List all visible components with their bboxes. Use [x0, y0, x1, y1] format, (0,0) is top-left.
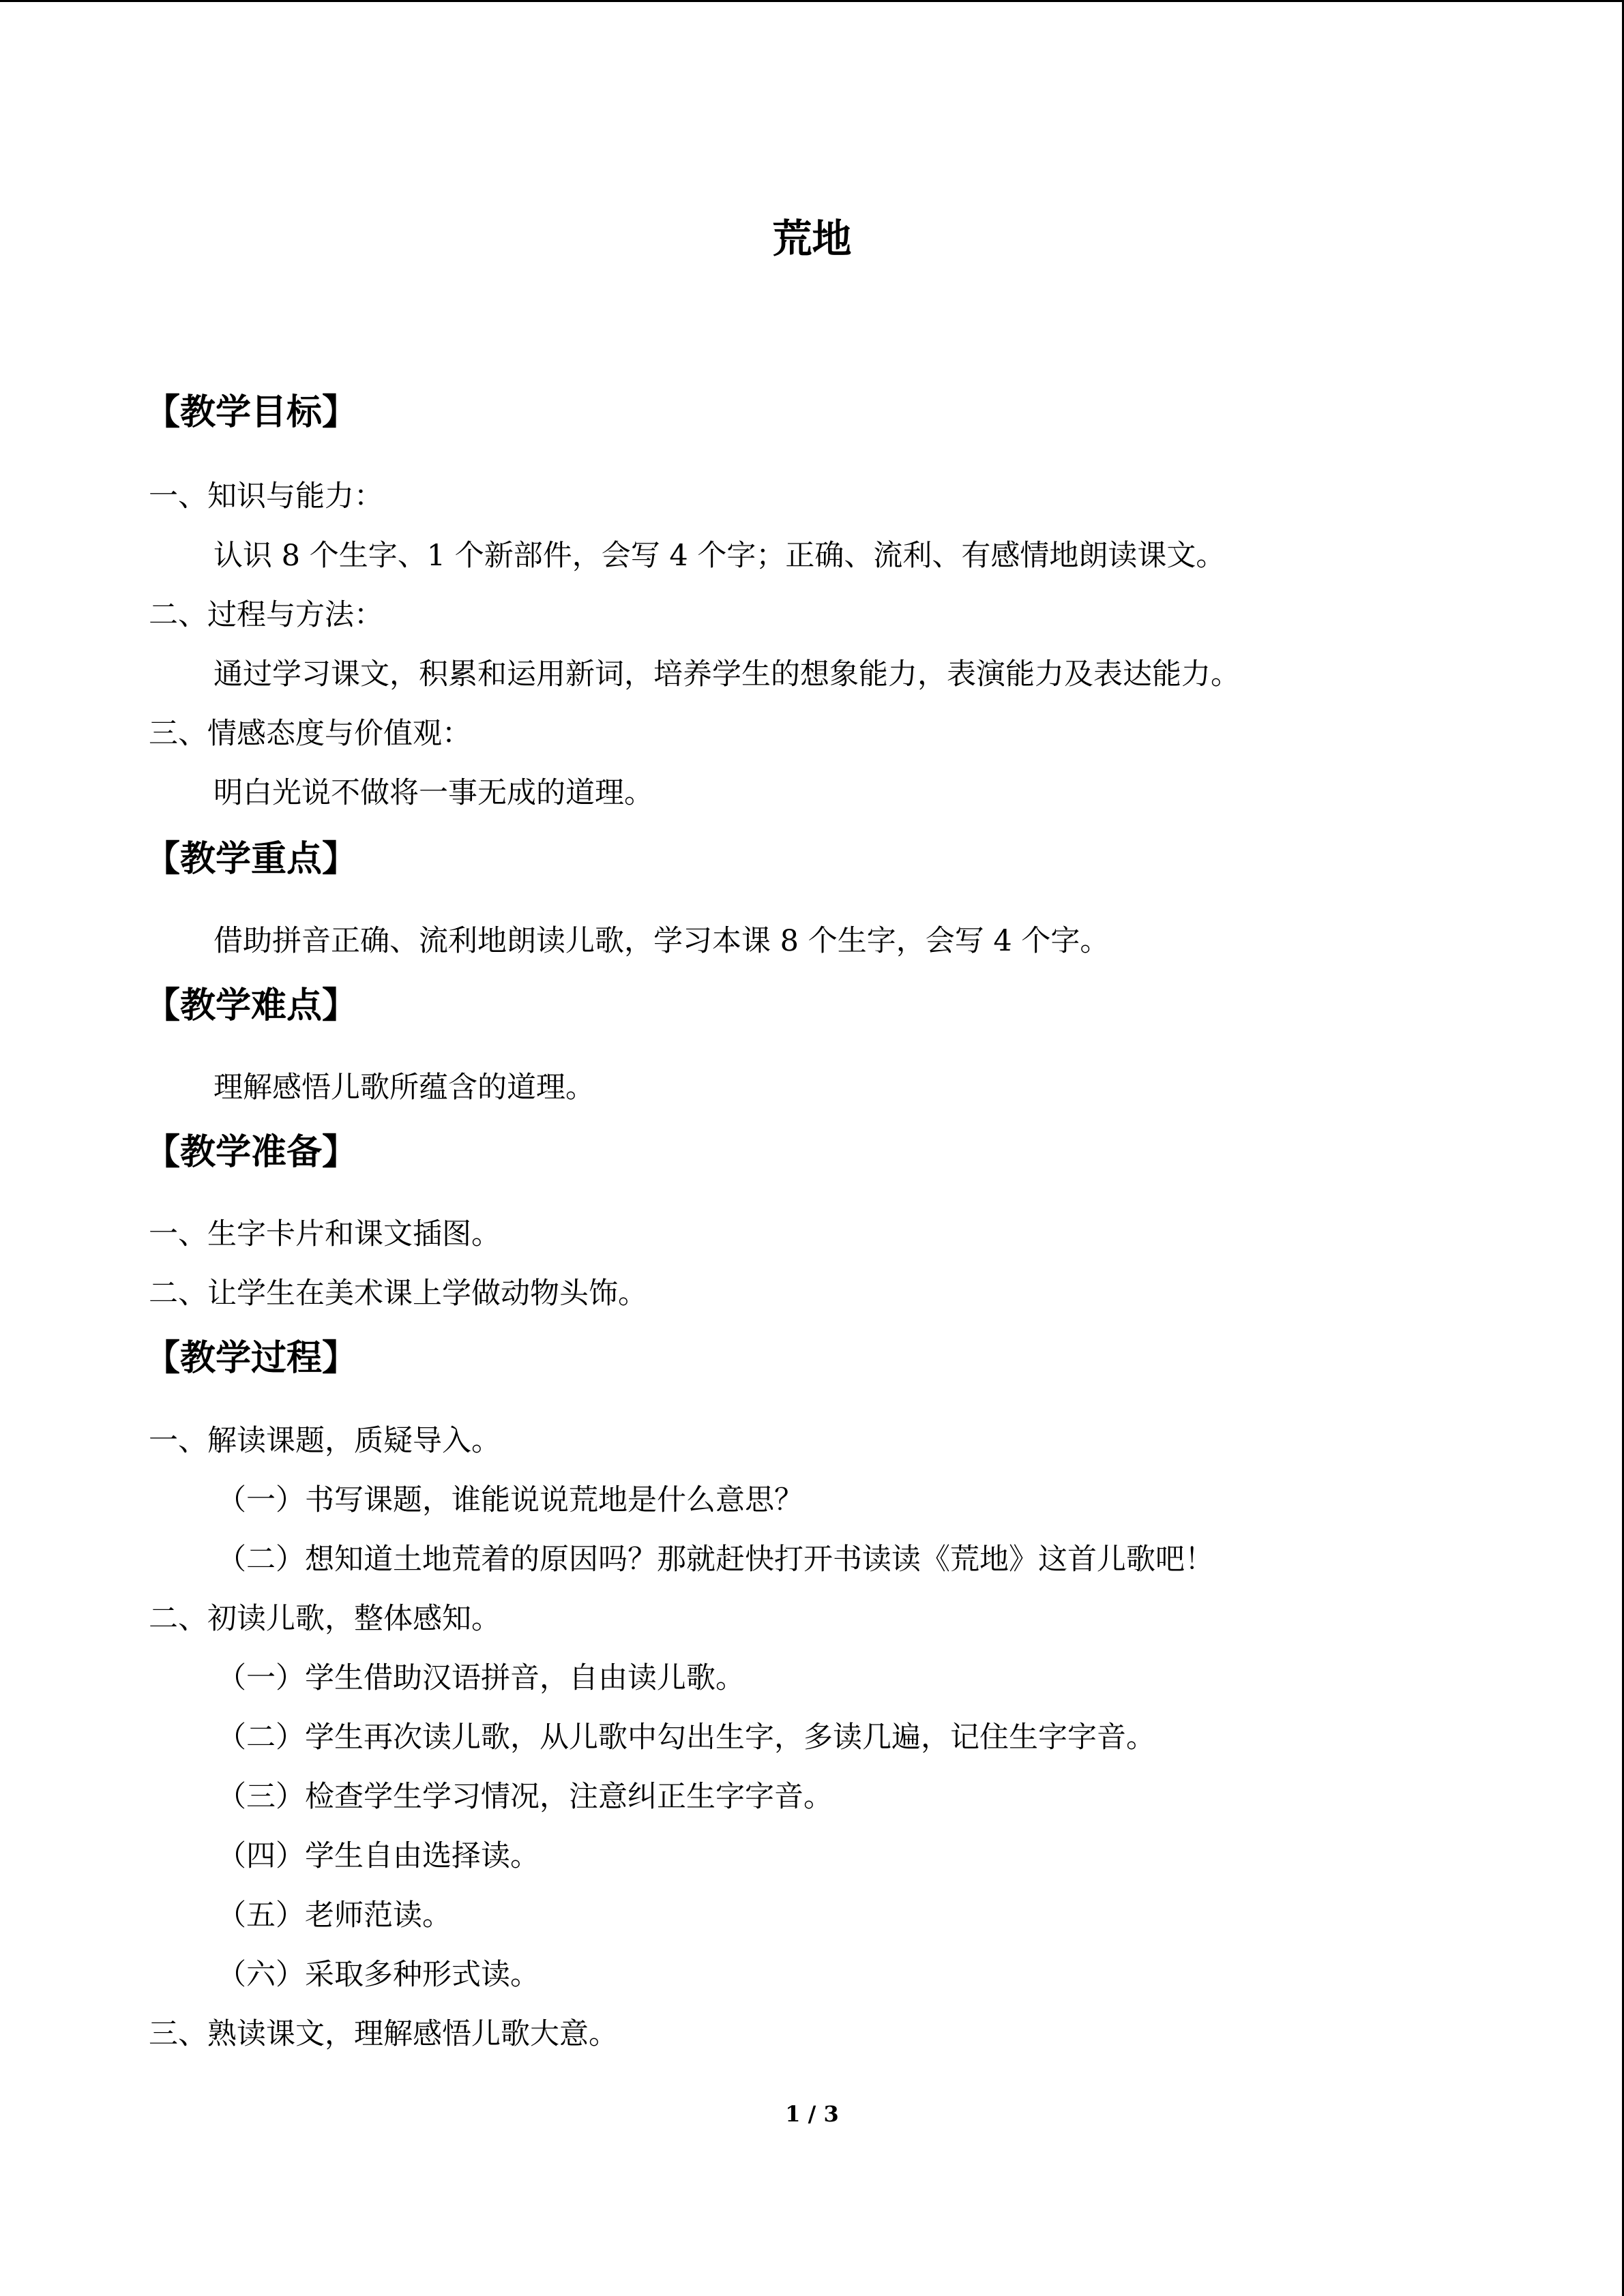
process-step-3: 三、熟读课文，理解感悟儿歌大意。	[149, 2017, 618, 2051]
preparation-item-1: 一、生字卡片和课文插图。	[149, 1217, 501, 1251]
page-number: 1 / 3	[785, 2101, 839, 2127]
objectives-item-3: 三、情感态度与价值观：	[149, 717, 471, 751]
page-title: 荒地	[772, 215, 852, 262]
difficulties-text: 理解感悟儿歌所蕴含的道理。	[213, 1071, 595, 1105]
objectives-heading: 【教学目标】	[145, 391, 358, 433]
process-step-1-a: （一）书写课题，谁能说说荒地是什么意思？	[217, 1483, 803, 1517]
process-step-1-b: （二）想知道土地荒着的原因吗？那就赶快打开书读读《荒地》这首儿歌吧！	[217, 1542, 1214, 1577]
preparation-item-2: 二、让学生在美术课上学做动物头饰。	[149, 1277, 647, 1311]
process-step-2-f: （六）采取多种形式读。	[217, 1958, 540, 1992]
process-step-2-a: （一）学生借助汉语拼音，自由读儿歌。	[217, 1661, 745, 1695]
key-points-text: 借助拼音正确、流利地朗读儿歌，学习本课 8 个生字，会写 4 个字。	[213, 924, 1110, 958]
process-step-2-c: （三）检查学生学习情况，注意纠正生字字音。	[217, 1780, 833, 1814]
difficulties-heading: 【教学难点】	[145, 985, 358, 1026]
process-step-1: 一、解读课题，质疑导入。	[149, 1424, 501, 1458]
objectives-item-2: 二、过程与方法：	[149, 598, 383, 632]
key-points-heading: 【教学重点】	[145, 838, 358, 880]
process-heading: 【教学过程】	[145, 1337, 358, 1379]
process-step-2-d: （四）学生自由选择读。	[217, 1839, 540, 1873]
objectives-item-1-detail: 认识 8 个生字、1 个新部件，会写 4 个字；正确、流利、有感情地朗读课文。	[213, 539, 1226, 573]
preparation-heading: 【教学准备】	[145, 1131, 358, 1173]
objectives-item-1: 一、知识与能力：	[149, 479, 383, 513]
process-step-2: 二、初读儿歌，整体感知。	[149, 1602, 501, 1636]
process-step-2-e: （五）老师范读。	[217, 1898, 452, 1933]
process-step-2-b: （二）学生再次读儿歌，从儿歌中勾出生字，多读几遍，记住生字字音。	[217, 1720, 1155, 1755]
page-border-top	[0, 0, 1624, 2]
objectives-item-3-detail: 明白光说不做将一事无成的道理。	[213, 776, 653, 810]
objectives-item-2-detail: 通过学习课文，积累和运用新词，培养学生的想象能力，表演能力及表达能力。	[213, 657, 1240, 691]
